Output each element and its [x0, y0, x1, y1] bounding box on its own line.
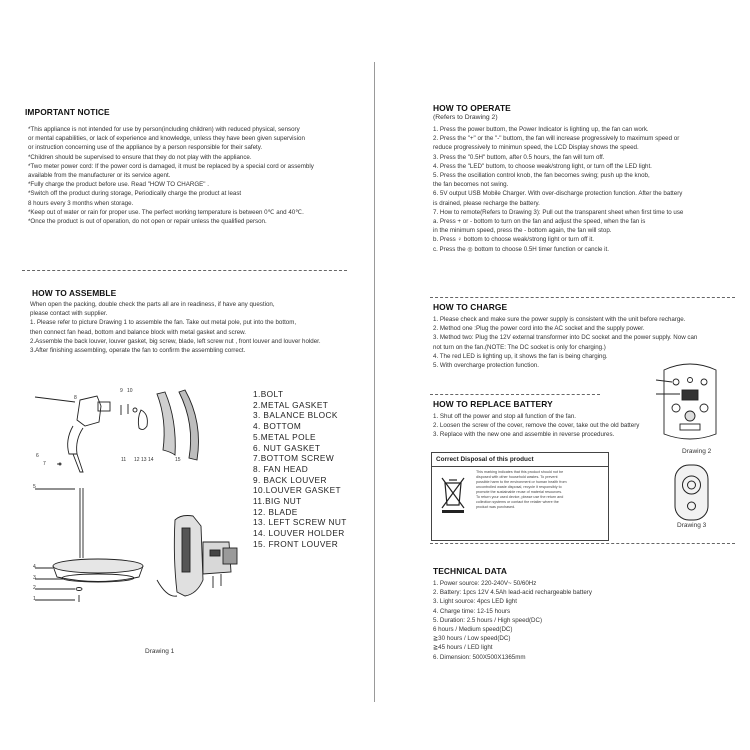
- disposal-line: promote the sustainable reuse of material resources.: [476, 490, 563, 494]
- callout-number: 2: [33, 585, 36, 591]
- assemble-line: 3.After finishing assembling, operate the fan to confirm the assembling correct.: [30, 347, 246, 355]
- callout-number: 14: [148, 457, 154, 463]
- section-divider: [22, 270, 347, 271]
- operate-line: 4. Press the "LED" buttom, to choose weak/strong light, or turn off the LED light.: [433, 162, 652, 170]
- disposal-line: possible harm to the environment or human health from: [476, 480, 567, 484]
- disposal-text: [476, 470, 604, 510]
- parts-list-item: 2.METAL GASKET: [253, 399, 329, 410]
- parts-list: [253, 389, 347, 550]
- how-to-replace-battery-text: [433, 412, 639, 440]
- disposal-title: Correct Disposal of this product: [436, 456, 534, 463]
- page-fold: [374, 62, 375, 702]
- operate-line: in the minimum speed, press the - bottom again, the fan will stop.: [433, 227, 612, 235]
- notice-line: 8 hours every 3 months when storage.: [28, 199, 134, 207]
- section-divider: [430, 297, 735, 298]
- parts-list-item: 14. LOUVER HOLDER: [253, 528, 345, 539]
- operate-line: 5. Press the oscillation control knob, the fan becomes swing; push up the knob,: [433, 172, 650, 180]
- tech-data-line: 6. Dimension: 500X500X1365mm: [433, 653, 526, 661]
- notice-line: or mental capabilities, or lack of experience and knowledge, unless they have been given supervision: [28, 135, 305, 143]
- how-to-operate-text: [433, 125, 683, 254]
- how-to-operate-subtitle: (Refers to Drawing 2): [433, 114, 498, 121]
- tech-data-line: ≧45 hours / LED light: [433, 644, 493, 652]
- parts-list-item: 13. LEFT SCREW NUT: [253, 517, 347, 528]
- tech-data-line: 3. Light source: 4pcs LED light: [433, 598, 517, 606]
- operate-line: a. Press + or - bottom to turn on the fan and adjust the speed, when the fan is: [433, 218, 646, 226]
- tech-data-line: 1. Power source: 220-240V~ 50/60Hz: [433, 580, 537, 587]
- how-to-charge-heading: HOW TO CHARGE: [433, 302, 508, 312]
- operate-line: c. Press the ◎ bottom to choose 0.5H timer function or cancle it.: [433, 245, 609, 253]
- crossed-bin-icon: [440, 475, 466, 515]
- operate-line: is drained, please recharge the battery.: [433, 199, 540, 207]
- parts-list-item: 5.METAL POLE: [253, 431, 316, 442]
- callout-number: 15: [175, 457, 181, 463]
- disposal-line: uncontrolled waste disposal, recycle it responsibly to: [476, 485, 562, 489]
- technical-data-heading: TECHNICAL DATA: [433, 566, 507, 576]
- important-notice-heading: IMPORTANT NOTICE: [25, 107, 110, 117]
- tech-data-line: 4. Charge time: 12-15 hours: [433, 607, 511, 615]
- callout-number: 10: [127, 388, 133, 394]
- battery-line: 1. Shut off the power and stop all function of the fan.: [433, 413, 576, 420]
- notice-line: *Keep out of water or rain for proper use. The perfect working temperature is between 0℃ and 40℃.: [28, 208, 304, 216]
- notice-line: *Fully charge the product before use. Read "HOW TO CHARGE" .: [28, 181, 209, 189]
- drawing-1-diagram: [25, 380, 250, 625]
- tech-data-line: 2. Battery: 1pcs 12V 4.5Ah lead-acid rechargeable battery: [433, 589, 592, 597]
- assemble-line: 1. Please refer to picture Drawing 1 to assemble the fan. Take out metal pole, put into the bottom,: [30, 319, 297, 327]
- charge-line: 3. Method two: Plug the 12V external transformer into DC socket and the power supply. Now can: [433, 334, 698, 342]
- operate-line: reduce progressively to minimun speed, the LCD Display shows the speed.: [433, 144, 639, 152]
- parts-list-item: 3. BALANCE BLOCK: [253, 410, 338, 421]
- charge-line: 2. Method one :Plug the power cord into the AC socket and the supply power.: [433, 325, 645, 333]
- callout-number: 6: [36, 453, 39, 459]
- notice-line: *Once the product is out of operation, do not open or repair unless the qualified person.: [28, 218, 267, 226]
- parts-list-item: 12. BLADE: [253, 506, 298, 517]
- charge-line: 5. With overcharge protection function.: [433, 362, 539, 370]
- operate-line: 7. How to remote(Refers to Drawing 3): Pull out the transparent sheet when first time to use: [433, 208, 684, 216]
- parts-list-item: 7.BOTTOM SCREW: [253, 453, 335, 464]
- notice-line: or instruction concerning use of the appliance by a person responsible for their safety.: [28, 144, 263, 152]
- how-to-assemble-text: [30, 300, 321, 355]
- important-notice-text: [28, 125, 314, 226]
- operate-line: 6. 5V output USB Mobile Charger. With over-discharge protection function. After the battery: [433, 190, 683, 198]
- callout-number: 13: [141, 457, 147, 463]
- technical-data-text: [433, 579, 592, 662]
- parts-list-item: 15. FRONT LOUVER: [253, 538, 339, 549]
- notice-line: *Switch off the product during storage, Periodically charge the product at least: [28, 190, 242, 198]
- parts-list-item: 6. NUT GASKET: [253, 442, 321, 453]
- operate-line: the fan becomes not swing.: [433, 181, 509, 189]
- notice-line: available from the manufacturer or its service agent.: [28, 172, 171, 180]
- tech-data-line: 6 hours / Medium speed(DC): [433, 626, 513, 634]
- parts-list-item: 8. FAN HEAD: [253, 463, 309, 474]
- assemble-line: When open the packing, double check the parts all are in readiness, if have any question,: [30, 301, 275, 308]
- tech-data-line: ≧30 hours / Low speed(DC): [433, 635, 511, 643]
- section-divider: [430, 543, 735, 544]
- disposal-line: To return your used device, please use the return and: [476, 495, 564, 499]
- assemble-line: then connect fan head, bottom and balance block with metal gasket and screw.: [30, 328, 247, 336]
- callout-number: 4: [33, 564, 36, 570]
- callout-number: 7: [43, 461, 46, 467]
- notice-line: *Two meter power cord: If the power cord is damaged, it must be replaced by a special cord or assembly: [28, 162, 314, 170]
- charge-line: not turn on the fan.(NOTE: The DC socket is only for charging.): [433, 343, 606, 351]
- drawing-3-caption: Drawing 3: [677, 522, 707, 529]
- disposal-line: product was purchased.: [476, 505, 516, 509]
- callout-number: 5: [33, 484, 36, 490]
- parts-list-item: 1.BOLT: [253, 389, 284, 399]
- battery-line: 3. Replace with the new one and assemble in reverse procedures.: [433, 431, 615, 439]
- operate-line: 1. Press the power buttom, the Power Indicator is lighting up, the fan can work.: [433, 126, 649, 133]
- parts-list-item: 11.BIG NUT: [253, 496, 302, 507]
- callout-number: 1: [33, 596, 36, 602]
- notice-line: *Children should be supervised to ensure that they do not play with the appliance.: [28, 153, 252, 161]
- how-to-assemble-heading: HOW TO ASSEMBLE: [32, 288, 117, 298]
- drawing-3-remote: [669, 463, 714, 523]
- drawing-2-control-panel: [654, 360, 726, 444]
- disposal-line: collection systems or contact the retailer where the: [476, 500, 559, 504]
- tech-data-line: 5. Duration: 2.5 hours / High speed(DC): [433, 616, 543, 624]
- how-to-operate-heading: HOW TO OPERATE: [433, 103, 511, 113]
- drawing-2-caption: Drawing 2: [682, 448, 712, 455]
- notice-line: *This appliance is not intended for use by person(including children) with reduced physical, sensory: [28, 126, 300, 133]
- operate-line: 3. Press the "0.5H" buttom, after 0.5 hours, the fan will turn off.: [433, 153, 605, 161]
- operate-line: 2. Press the "+" or the "-" buttom, the fan will increase progressively to maximum speed or: [433, 135, 680, 143]
- section-divider: [430, 394, 600, 395]
- how-to-replace-battery-heading: HOW TO REPLACE BATTERY: [433, 399, 553, 409]
- callout-number: 12: [134, 457, 140, 463]
- callout-number: 9: [120, 388, 123, 394]
- left-page: [0, 0, 374, 750]
- right-page: [376, 0, 750, 750]
- operate-line: b. Press ♀ bottom to choose weak/strong light or turn off it.: [433, 236, 595, 244]
- parts-list-item: 9. BACK LOUVER: [253, 474, 327, 485]
- callout-number: 3: [33, 575, 36, 581]
- charge-line: 1. Please check and make sure the power supply is consistent with the unit before recharge.: [433, 316, 686, 323]
- assemble-line: 2.Assemble the back louver, louver gasket, big screw, blade, left screw nut , front louver and louver holder.: [30, 337, 321, 345]
- parts-list-item: 10.LOUVER GASKET: [253, 485, 342, 496]
- disposal-line: This marking indicates that this product should not be: [476, 470, 564, 474]
- drawing-1-caption: Drawing 1: [145, 648, 175, 655]
- battery-line: 2. Loosen the screw of the cover, remove the cover, take out the old battery: [433, 422, 640, 430]
- parts-list-item: 4. BOTTOM: [253, 421, 302, 432]
- assemble-line: please contact with supplier.: [30, 310, 108, 318]
- disposal-notice-box: [431, 452, 609, 541]
- callout-number: 8: [74, 395, 77, 401]
- disposal-line: disposed with other household wastes. To prevent: [476, 475, 558, 479]
- charge-line: 4. The red LED is lighting up, it shows the fan is being charging.: [433, 352, 608, 360]
- callout-number: 11: [121, 457, 127, 463]
